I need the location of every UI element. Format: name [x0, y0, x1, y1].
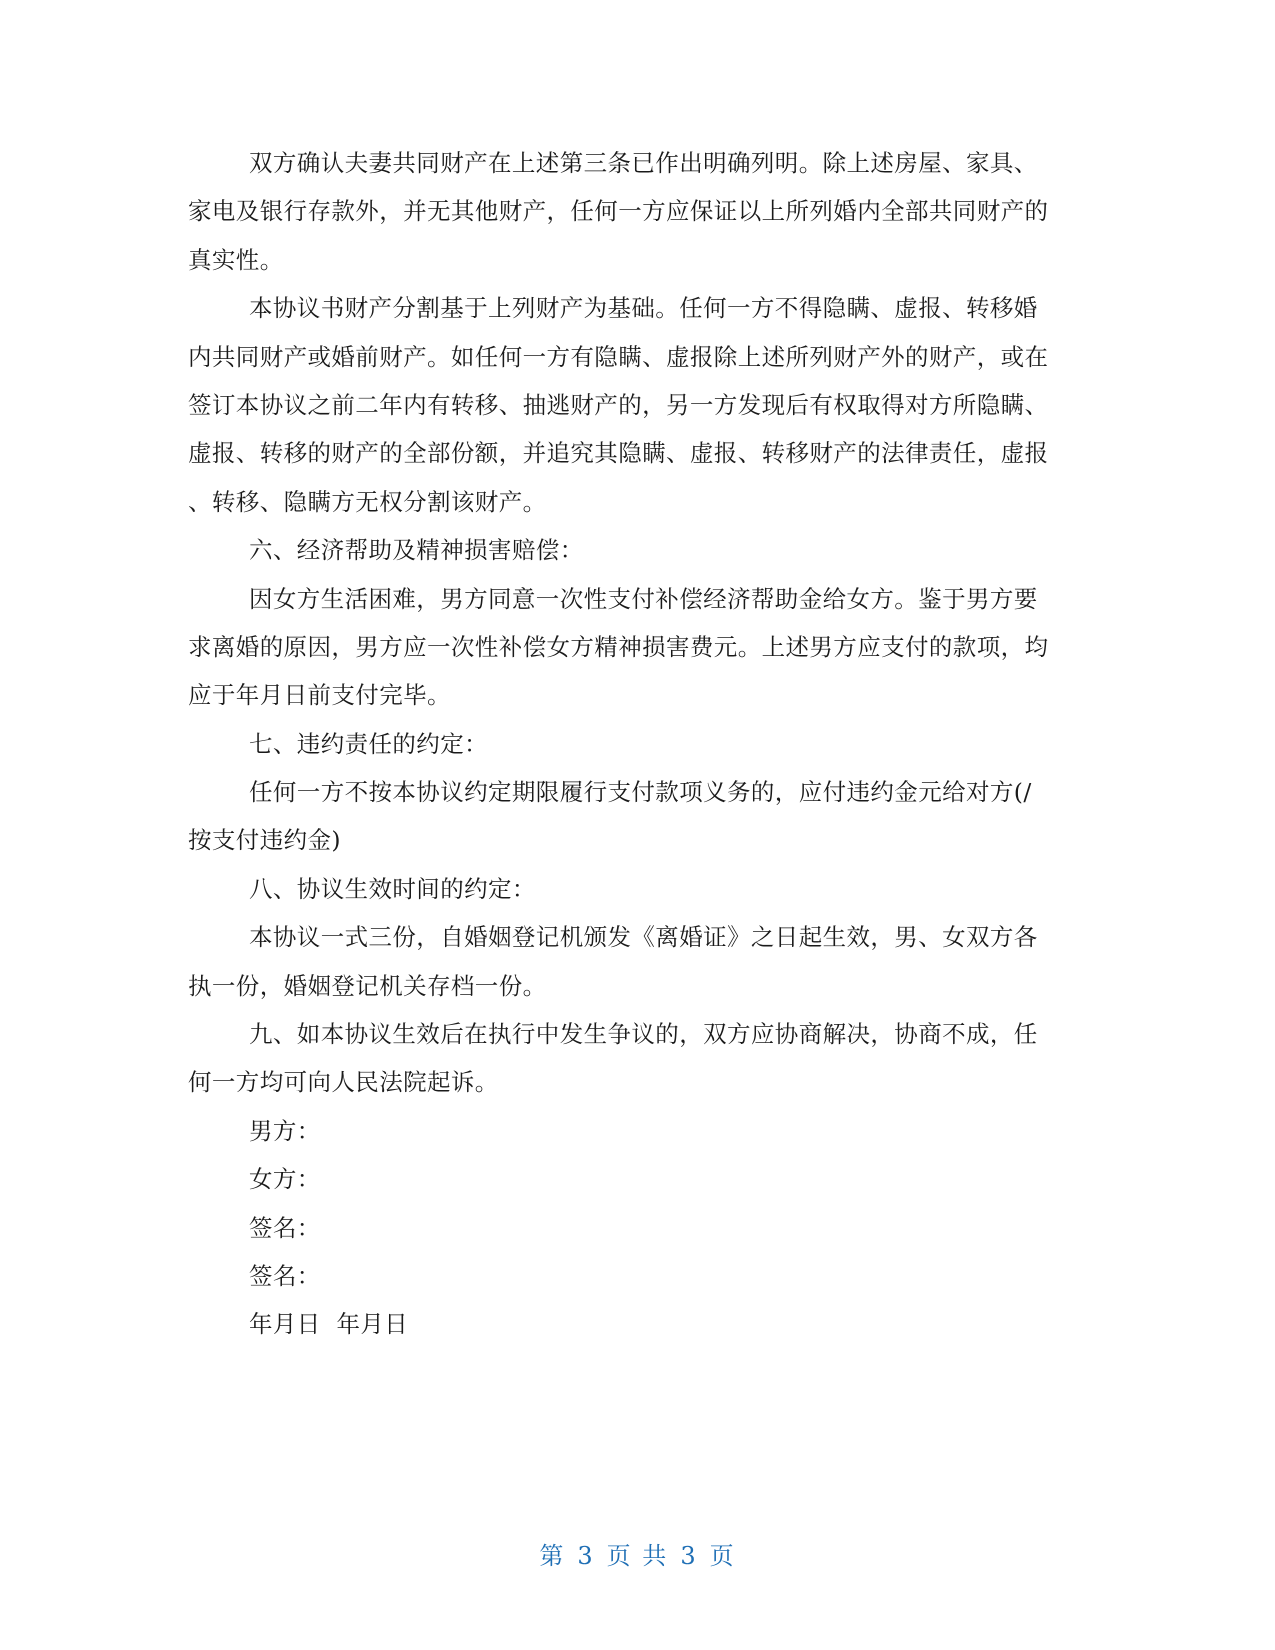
footer-total-pages: 3	[680, 1542, 698, 1570]
female-party-label: 女方：	[249, 1165, 321, 1194]
document-body	[188, 139, 1088, 1349]
paragraph-line: 本协议书财产分割基于上列财产为基础。任何一方不得隐瞒、虚报、转移婚	[249, 294, 1038, 323]
paragraph-line: 内共同财产或婚前财产。如任何一方有隐瞒、虚报除上述所列财产外的财产，或在	[188, 342, 1049, 371]
section-heading-six: 六、经济帮助及精神损害赔偿：	[249, 536, 584, 565]
page-number-footer	[0, 1536, 1275, 1571]
footer-suffix: 页	[709, 1542, 736, 1570]
paragraph-line: 因女方生活困难，男方同意一次性支付补偿经济帮助金给女方。鉴于男方要	[249, 584, 1038, 613]
date-label: 年月日 年月日	[249, 1310, 409, 1339]
paragraph-line: 双方确认夫妻共同财产在上述第三条已作出明确列明。除上述房屋、家具、	[249, 149, 1038, 177]
footer-prefix: 第	[539, 1542, 566, 1570]
paragraph-line: 家电及银行存款外，并无其他财产，任何一方应保证以上所列婚内全部共同财产的	[188, 197, 1049, 226]
paragraph-line: 签订本协议之前二年内有转移、抽逃财产的，另一方发现后有权取得对方所隐瞒、	[188, 390, 1049, 419]
paragraph-line: 本协议一式三份，自婚姻登记机颁发《离婚证》之日起生效，男、女双方各	[249, 923, 1038, 952]
paragraph-line: 虚报、转移的财产的全部份额，并追究其隐瞒、虚报、转移财产的法律责任，虚报	[188, 439, 1049, 468]
section-heading-eight: 八、协议生效时间的约定：	[249, 874, 536, 903]
paragraph-line: 执一份，婚姻登记机关存档一份。	[188, 971, 547, 1000]
paragraph-line: 求离婚的原因，男方应一次性补偿女方精神损害费元。上述男方应支付的款项，均	[188, 632, 1049, 661]
paragraph-line: 、转移、隐瞒方无权分割该财产。	[188, 487, 547, 516]
signature-label: 签名：	[249, 1261, 321, 1290]
section-heading-seven: 七、违约责任的约定：	[249, 729, 488, 758]
paragraph-line: 何一方均可向人民法院起诉。	[188, 1068, 499, 1097]
signature-label: 签名：	[249, 1213, 321, 1242]
section-heading-nine: 九、如本协议生效后在执行中发生争议的，双方应协商解决，协商不成，任	[249, 1020, 1038, 1049]
paragraph-line: 按支付违约金)	[188, 826, 341, 855]
footer-page-number: 3	[577, 1542, 595, 1570]
paragraph-line: 应于年月日前支付完毕。	[188, 681, 451, 710]
paragraph-line: 任何一方不按本协议约定期限履行支付款项义务的，应付违约金元给对方(/	[249, 778, 1032, 807]
footer-middle: 页 共	[606, 1542, 669, 1570]
paragraph-line: 真实性。	[188, 245, 284, 274]
male-party-label: 男方：	[249, 1116, 321, 1145]
